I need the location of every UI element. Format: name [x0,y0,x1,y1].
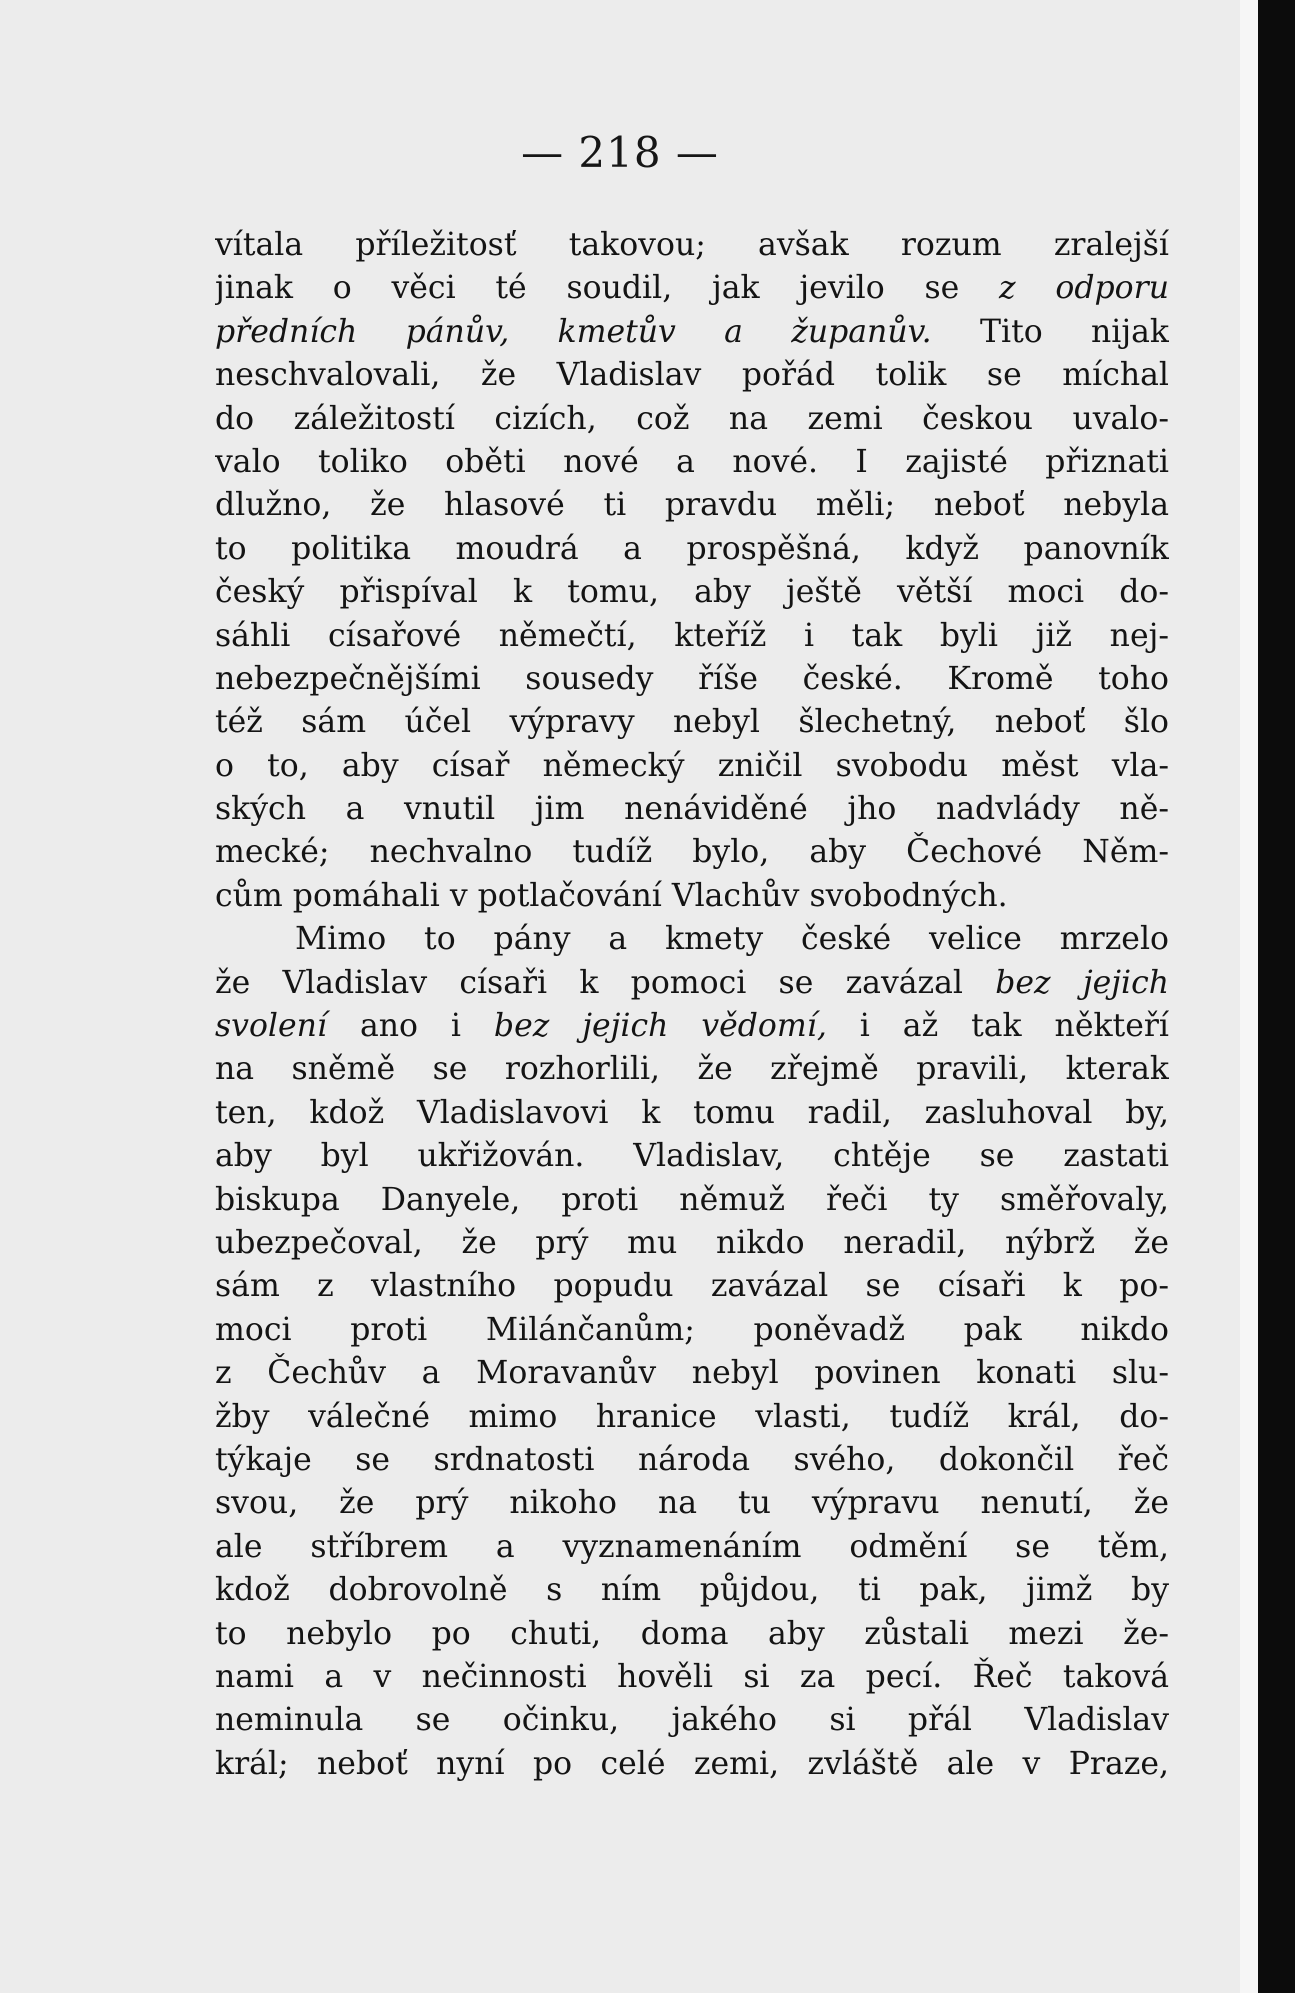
text-line [215,1569,1169,1612]
text-segment: neminula se očinku, jakého si přál Vladislav [215,1702,1169,1739]
text-segment: svou, že prý nikoho na tu výpravu nenutí, že [215,1485,1169,1522]
text-line [215,224,1169,267]
text-segment: ských a vnutil jim nenáviděné jho nadvlády ně- [215,791,1169,828]
text-line [215,354,1169,397]
text-line [215,788,1169,831]
text-line [215,831,1169,874]
text-line [215,267,1169,310]
text-segment: český přispíval k tomu, aby ještě větší moci do- [215,574,1169,611]
text-segment: král; neboť nyní po celé zemi, zvláště ale v Praze, [215,1745,1169,1782]
text-segment: cům pomáhali v potlačování Vlachův svobodných. [215,877,1008,914]
text-line [215,1526,1169,1569]
text-segment: jinak o věci té soudil, jak jevilo se [215,270,1000,307]
text-line [215,918,1169,961]
text-segment: žby válečné mimo hranice vlasti, tudíž král, do- [215,1398,1169,1435]
italic-text: z odporu [999,270,1169,307]
text-segment: i až tak někteří [826,1008,1169,1045]
text-line [215,1352,1169,1395]
text-segment: ale stříbrem a vyznamenáním odmění se těm, [215,1528,1169,1565]
text-line [215,1482,1169,1525]
text-segment: vítala příležitosť takovou; avšak rozum zralejší [215,227,1169,263]
text-segment: na sněmě se rozhorlili, že zřejmě pravili, kterak [215,1051,1169,1088]
text-segment: neschvalovali, že Vladislav pořád tolik se míchal [215,357,1169,394]
text-line [215,701,1169,744]
text-segment: sáhli císařové němečtí, kteříž i tak byli již nej- [215,617,1169,654]
text-line [215,1179,1169,1222]
page-number: — 218 — [521,128,719,177]
text-line [215,1699,1169,1742]
text-line [215,962,1169,1005]
text-segment: z Čechův a Moravanův nebyl povinen konati slu- [215,1355,1169,1392]
text-segment: Tito nijak [931,313,1169,350]
text-line [215,1265,1169,1308]
text-segment: též sám účel výpravy nebyl šlechetný, neboť šlo [215,704,1169,741]
italic-text: předních pánův, kmetův a županův. [215,313,932,350]
text-line [215,311,1169,354]
page-edge-gap [1240,0,1258,1993]
italic-text: svolení [215,1008,328,1045]
scan-border [1258,0,1295,1993]
text-line [215,1743,1169,1786]
text-line [215,1439,1169,1482]
text-segment: moci proti Milánčanům; poněvadž pak nikdo [215,1311,1169,1348]
text-line [215,571,1169,614]
body-text [215,224,1169,1786]
text-line [215,1222,1169,1265]
text-segment: Mimo to pány a kmety české velice mrzelo [295,921,1169,958]
italic-text: bez jejich vědomí, [493,1008,827,1045]
text-segment: týkaje se srdnatosti národa svého, dokončil řeč [215,1441,1169,1478]
text-segment: do záležitostí cizích, což na zemi českou uvalo- [215,400,1169,437]
italic-text: bez jejich [995,964,1169,1001]
text-segment: ubezpečoval, že prý mu nikdo neradil, nýbrž že [215,1224,1169,1261]
text-line [215,441,1169,484]
text-segment: ten, kdož Vladislavovi k tomu radil, zasluhoval by, [215,1094,1169,1131]
text-line [215,1135,1169,1178]
text-line [215,1005,1169,1048]
text-line [215,1309,1169,1352]
text-line [215,615,1169,658]
text-line [215,1092,1169,1135]
text-line [215,875,1169,918]
text-segment: to politika moudrá a prospěšná, když panovník [215,530,1169,567]
text-segment: že Vladislav císaři k pomoci se zavázal [215,964,996,1001]
text-segment: nebezpečnějšími sousedy říše české. Kromě toho [215,660,1169,697]
text-segment: mecké; nechvalno tudíž bylo, aby Čechové Něm- [215,834,1169,871]
text-line [215,484,1169,527]
text-line [215,745,1169,788]
text-segment: nami a v nečinnosti hověli si za pecí. Řeč taková [215,1658,1169,1695]
text-segment: sám z vlastního popudu zavázal se císaři k po- [215,1268,1169,1305]
text-segment: ano i [327,1008,494,1045]
text-segment: kdož dobrovolně s ním půjdou, ti pak, jimž by [215,1572,1169,1609]
text-line [215,398,1169,441]
text-line [215,1396,1169,1439]
text-segment: biskupa Danyele, proti němuž řeči ty směřovaly, [215,1181,1169,1218]
text-line [215,1048,1169,1091]
text-segment: valo toliko oběti nové a nové. I zajisté přiznati [215,443,1169,480]
text-segment: o to, aby císař německý zničil svobodu měst vla- [215,747,1169,784]
text-segment: to nebylo po chuti, doma aby zůstali mezi že- [215,1615,1169,1652]
text-line [215,528,1169,571]
text-line [215,658,1169,701]
text-segment: dlužno, že hlasové ti pravdu měli; neboť nebyla [215,487,1169,524]
text-line [215,1613,1169,1656]
text-line [215,1656,1169,1699]
text-segment: aby byl ukřižován. Vladislav, chtěje se zastati [215,1138,1169,1175]
